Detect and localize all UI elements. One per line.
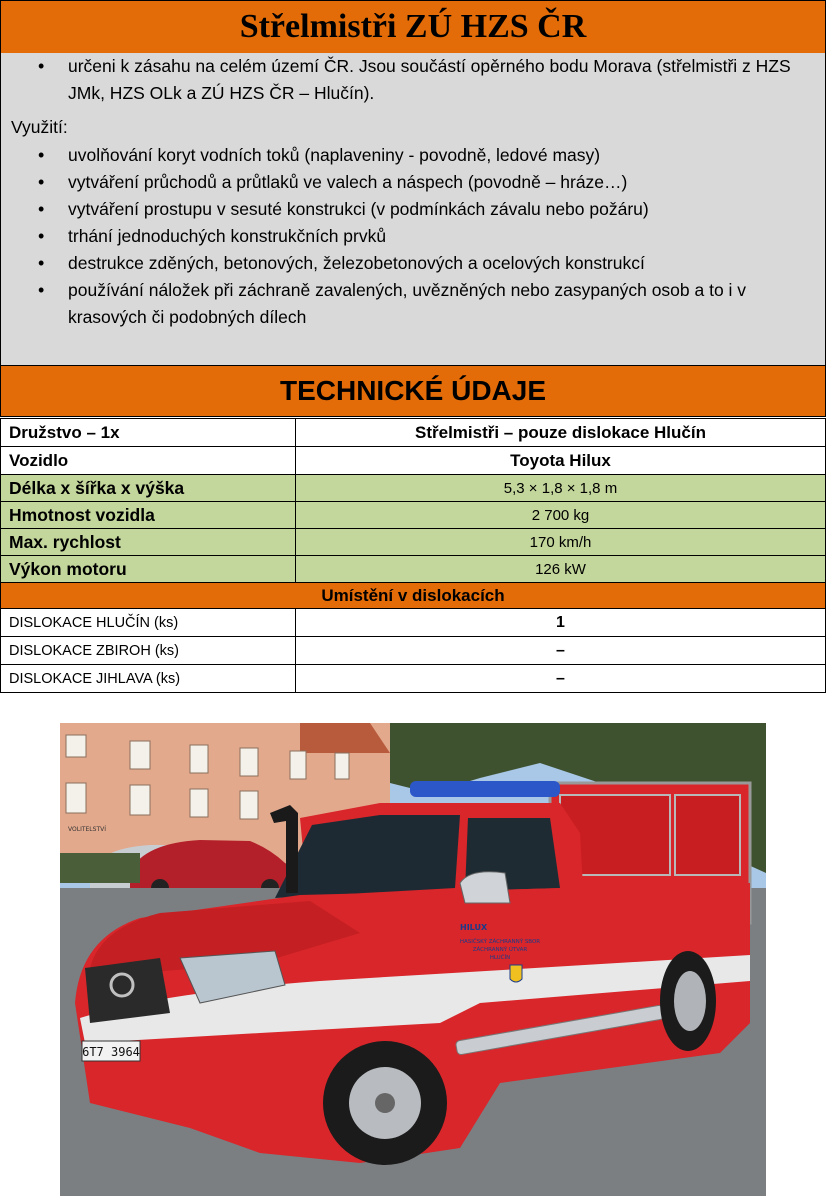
spec-value: 170 km/h	[296, 529, 826, 556]
intro-item: • určeni k zásahu na celém území ČR. Jsou součástí opěrného bodu Morava (střelmistři z HZS JMk, HZS OLk a ZÚ HZS ČR – Hlučín).	[1, 53, 825, 107]
table-row	[1, 583, 826, 609]
table-row	[1, 475, 826, 502]
tech-title: TECHNICKÉ ÚDAJE	[279, 375, 547, 406]
model-badge: HILUX	[460, 923, 488, 932]
use-item: • destrukce zděných, betonových, železobetonových a ocelových konstrukcí	[1, 250, 825, 277]
page-title: Střelmistři ZÚ HZS ČR	[239, 8, 587, 45]
spec-value: 5,3 × 1,8 × 1,8 m	[296, 475, 826, 502]
title-bar	[0, 0, 826, 54]
emblem-icon	[510, 965, 522, 982]
vehicle-photo	[60, 723, 766, 1196]
crew-label: Družstvo – 1x	[1, 419, 296, 447]
table-row	[1, 665, 826, 693]
location-value: –	[296, 637, 826, 665]
door-text: HASIČSKÝ ZÁCHRANNÝ SBOR	[459, 939, 541, 945]
table-row	[1, 447, 826, 475]
spec-table	[0, 418, 826, 693]
vehicle-value: Toyota Hilux	[296, 447, 826, 475]
mirror	[460, 872, 510, 903]
table-row	[1, 609, 826, 637]
use-item: • vytváření prostupu v sesuté konstrukci (v podmínkách závalu nebo požáru)	[1, 196, 825, 223]
vehicle-label: Vozidlo	[1, 447, 296, 475]
grille	[85, 958, 170, 1023]
spec-label: Hmotnost vozidla	[1, 502, 296, 529]
use-item: • používání náložek při záchraně zavalených, uvězněných nebo zasypaných osob a to i v krasových či podobných dílech	[1, 277, 825, 331]
location-value: –	[296, 665, 826, 693]
intro-list	[1, 53, 825, 107]
table-row	[1, 556, 826, 583]
use-item: • trhání jednoduchých konstrukčních prvků	[1, 223, 825, 250]
crew-value: Střelmistři – pouze dislokace Hlučín	[296, 419, 826, 447]
table-row	[1, 637, 826, 665]
location-title: Umístění v dislokacích	[1, 583, 826, 609]
building-sign: VOLITELSTVÍ	[68, 826, 106, 833]
door-text: HLUČÍN	[489, 955, 511, 961]
use-item: • uvolňování koryt vodních toků (naplaveniny - povodně, ledové masy)	[1, 142, 825, 169]
spec-label: Max. rychlost	[1, 529, 296, 556]
spec-label: Délka x šířka x výška	[1, 475, 296, 502]
light-bar	[410, 781, 560, 797]
spec-label: Výkon motoru	[1, 556, 296, 583]
location-label: DISLOKACE JIHLAVA (ks)	[1, 665, 296, 693]
tech-header	[0, 366, 826, 417]
door-text: ZÁCHRANNÝ ÚTVAR	[472, 947, 528, 953]
spec-value: 2 700 kg	[296, 502, 826, 529]
license-plate-text: 6T7 3964	[82, 1045, 140, 1059]
location-label: DISLOKACE HLUČÍN (ks)	[1, 609, 296, 637]
use-label: Využití:	[11, 117, 68, 137]
spec-value: 126 kW	[296, 556, 826, 583]
table-row	[1, 529, 826, 556]
table-row	[1, 419, 826, 447]
use-item: • vytváření průchodů a průtlaků ve valech a náspech (povodně – hráze…)	[1, 169, 825, 196]
uses-list	[1, 142, 825, 331]
info-box	[0, 53, 826, 366]
location-label: DISLOKACE ZBIROH (ks)	[1, 637, 296, 665]
table-row	[1, 502, 826, 529]
location-value: 1	[296, 609, 826, 637]
